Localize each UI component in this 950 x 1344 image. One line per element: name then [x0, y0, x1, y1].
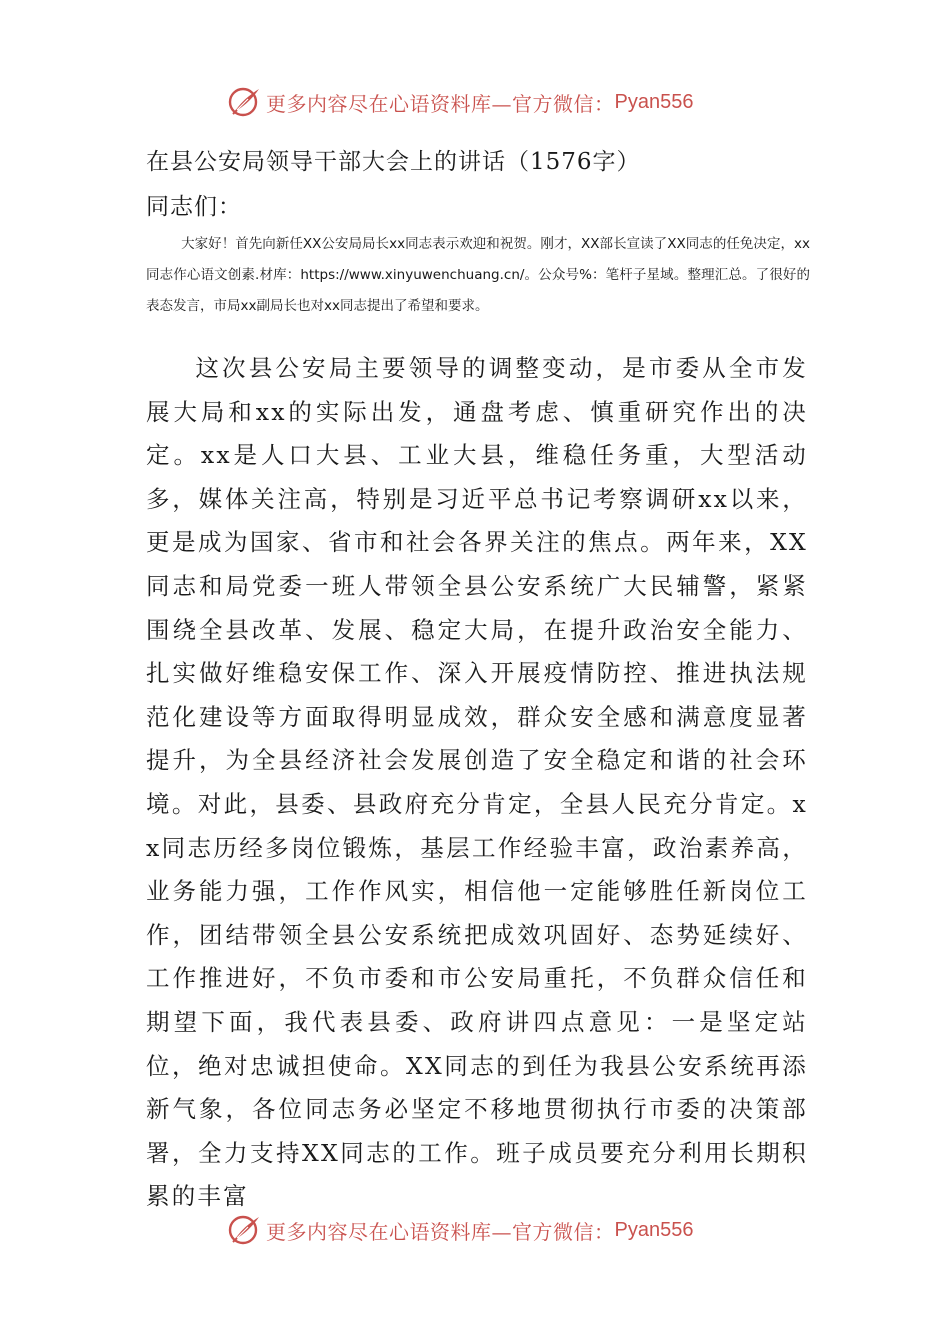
quill-pen-circle-icon: [228, 1213, 262, 1247]
intro-paragraph: 大家好！首先向新任XX公安局局长xx同志表示欢迎和祝贺。刚才，XX部长宣读了XX同志的任免决定，xx同志作心语文创素.材库：https://www.xinyuwenchuang.cn/。公众号%：笔杆子星域。整理汇总。了很好的表态发言，市局xx副局长也对xx同志提出了希望和要求。: [146, 236, 810, 314]
document-title: 在县公安局领导干部大会上的讲话（1576字）: [146, 149, 641, 175]
banner-text: 更多内容尽在心语资料库—官方微信：: [266, 91, 615, 116]
main-paragraph: 这次县公安局主要领导的调整变动，是市委从全市发展大局和xx的实际出发，通盘考虑、慎重研究作出的决定。xx是人口大县、工业大县，维稳任务重，大型活动多，媒体关注高，特别是习近平总书记考察调研xx以来，更是成为国家、省市和社会各界关注的焦点。两年来，XX同志和局党委一班人带领全县公安系统广大民辅警，紧紧围绕全县改革、发展、稳定大局，在提升政治安全能力、扎实做好维稳安保工作、深入开展疫情防控、推进执法规范化建设等方面取得明显成效，群众安全感和满意度显著提升，为全县经济社会发展创造了安全稳定和谐的社会环境。对此，县委、县政府充分肯定，全县人民充分肯定。xx同志历经多岗位锻炼，基层工作经验丰富，政治素养高，业务能力强，工作作风实，相信他一定能够胜任新岗位工作，团结带领全县公安系统把成效巩固好、态势延续好、工作推进好，不负市委和市公安局重托，不负群众信任和期望下面，我代表县委、政府讲四点意见：一是坚定站位，绝对忠诚担使命。XX同志的到任为我县公安系统再添新气象，各位同志务必坚定不移地贯彻执行市委的决策部署，全力支持XX同志的工作。班子成员要充分利用长期积累的丰富: [146, 354, 808, 1211]
header-banner[interactable]: [228, 84, 728, 120]
salutation: 同志们：: [146, 194, 242, 220]
banner-text: 更多内容尽在心语资料库—官方微信：: [266, 1219, 615, 1244]
wechat-id: Pyan556: [614, 1218, 694, 1241]
footer-banner[interactable]: [228, 1212, 728, 1248]
quill-pen-circle-icon: [228, 85, 262, 119]
wechat-id: Pyan556: [614, 90, 694, 113]
